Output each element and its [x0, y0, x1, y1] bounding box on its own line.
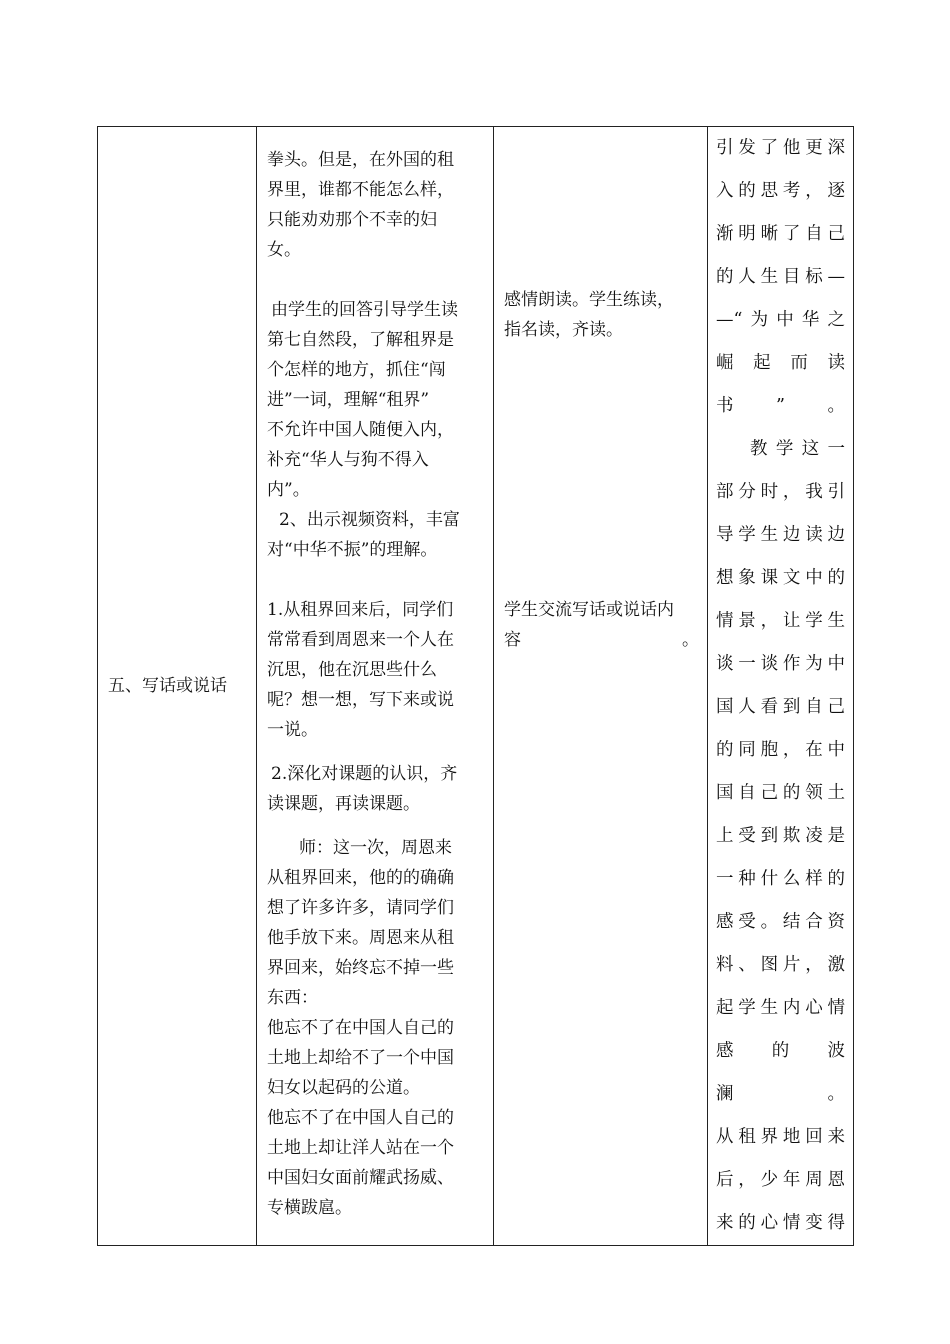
reflection-line: 导学生边读边	[716, 525, 845, 545]
reflection-line: 渐明晰了自己	[716, 224, 845, 244]
process-line: 界里，谁都不能怎么样，	[267, 180, 454, 200]
process-line: 沉思，他在沉思些什么	[267, 660, 437, 680]
process-line: 他手放下来。周恩来从租	[267, 928, 454, 948]
process-line: 拳头。但是，在外国的租	[267, 150, 454, 170]
reflection-line: 来的心情变得	[716, 1213, 845, 1233]
process-line: 一说。	[267, 720, 318, 740]
process-line: 东西：	[267, 988, 318, 1008]
lesson-plan-table	[97, 126, 863, 1246]
process-line: 内”。	[267, 480, 310, 500]
process-line: 女。	[267, 240, 301, 260]
process-line: 2.深化对课题的认识，齐	[271, 764, 458, 784]
reflection-line: 感受。结合资	[716, 912, 845, 932]
process-line: 专横跋扈。	[267, 1198, 352, 1218]
process-line: 2、出示视频资料，丰富	[279, 510, 460, 530]
reflection-cell	[708, 127, 863, 1246]
reflection-line: 的人生目标—	[716, 267, 845, 287]
reflection-line: 想象课文中的	[716, 568, 845, 588]
process-line: 土地上却给不了一个中国	[267, 1048, 454, 1068]
reflection-line: 崛 起 而 读	[716, 353, 845, 373]
process-line: 补充“华人与狗不得入	[267, 450, 429, 470]
process-line: 想了许多许多，请同学们	[267, 898, 454, 918]
stage-label: 五、写话或说话	[108, 676, 227, 696]
process-line: 读课题，再读课题。	[267, 794, 420, 814]
process-line: 他忘不了在中国人自己的	[267, 1018, 454, 1038]
process-line: 第七自然段，了解租界是	[267, 330, 454, 350]
reflection-line: 教学这一	[750, 439, 845, 459]
student-line: 感情朗读。学生练读，	[504, 290, 674, 310]
process-line: 1.从租界回来后，同学们	[267, 600, 454, 620]
stage-cell	[98, 127, 257, 1246]
reflection-line: 书 ” 。	[716, 396, 845, 416]
reflection-line: —“为中华之	[716, 310, 845, 330]
reflection-line: 引发了他更深	[716, 138, 845, 158]
student-line: 学生交流写话或说话内	[504, 600, 674, 620]
process-line: 常常看到周恩来一个人在	[267, 630, 454, 650]
reflection-line: 从租界地回来	[716, 1127, 845, 1147]
process-line: 呢？想一想，写下来或说	[267, 690, 454, 710]
process-line: 个怎样的地方，抓住“闯	[267, 360, 446, 380]
process-line: 界回来，始终忘不掉一些	[267, 958, 454, 978]
reflection-line: 料、图片，激	[716, 955, 845, 975]
process-line: 对“中华不振”的理解。	[267, 540, 438, 560]
student-line-right: 。	[682, 630, 699, 650]
reflection-line: 上受到欺凌是	[716, 826, 845, 846]
reflection-line: 国自己的领土	[716, 783, 845, 803]
process-line: 从租界回来，他的的确确	[267, 868, 454, 888]
reflection-line: 一种什么样的	[716, 869, 845, 889]
process-line: 他忘不了在中国人自己的	[267, 1108, 454, 1128]
process-cell	[257, 127, 494, 1246]
reflection-line: 入的思考，逐	[716, 181, 845, 201]
process-line: 进”一词，理解“租界”	[267, 390, 430, 410]
reflection-line: 情景，让学生	[716, 611, 845, 631]
process-line: 师：这一次，周恩来	[299, 838, 452, 858]
reflection-line: 部分时，我引	[716, 482, 845, 502]
student-line: 指名读，齐读。	[504, 320, 623, 340]
reflection-line: 起学生内心情	[716, 998, 845, 1018]
student-line	[504, 625, 699, 655]
process-line: 只能劝劝那个不幸的妇	[267, 210, 437, 230]
student-activity-cell	[494, 127, 708, 1246]
process-line: 妇女以起码的公道。	[267, 1078, 420, 1098]
reflection-line: 的同胞，在中	[716, 740, 845, 760]
student-line-left: 容	[504, 630, 521, 650]
table-row	[98, 127, 854, 1246]
reflection-line: 后，少年周恩	[716, 1170, 845, 1190]
reflection-line: 感 的 波 澜 。	[716, 1041, 863, 1104]
process-line: 土地上却让洋人站在一个	[267, 1138, 454, 1158]
process-line: 中国妇女面前耀武扬威、	[267, 1168, 454, 1188]
reflection-line: 国人看到自己	[716, 697, 845, 717]
process-line: 不允许中国人随便入内，	[267, 420, 454, 440]
process-line: 由学生的回答引导学生读	[271, 300, 458, 320]
reflection-line: 谈一谈作为中	[716, 654, 845, 674]
